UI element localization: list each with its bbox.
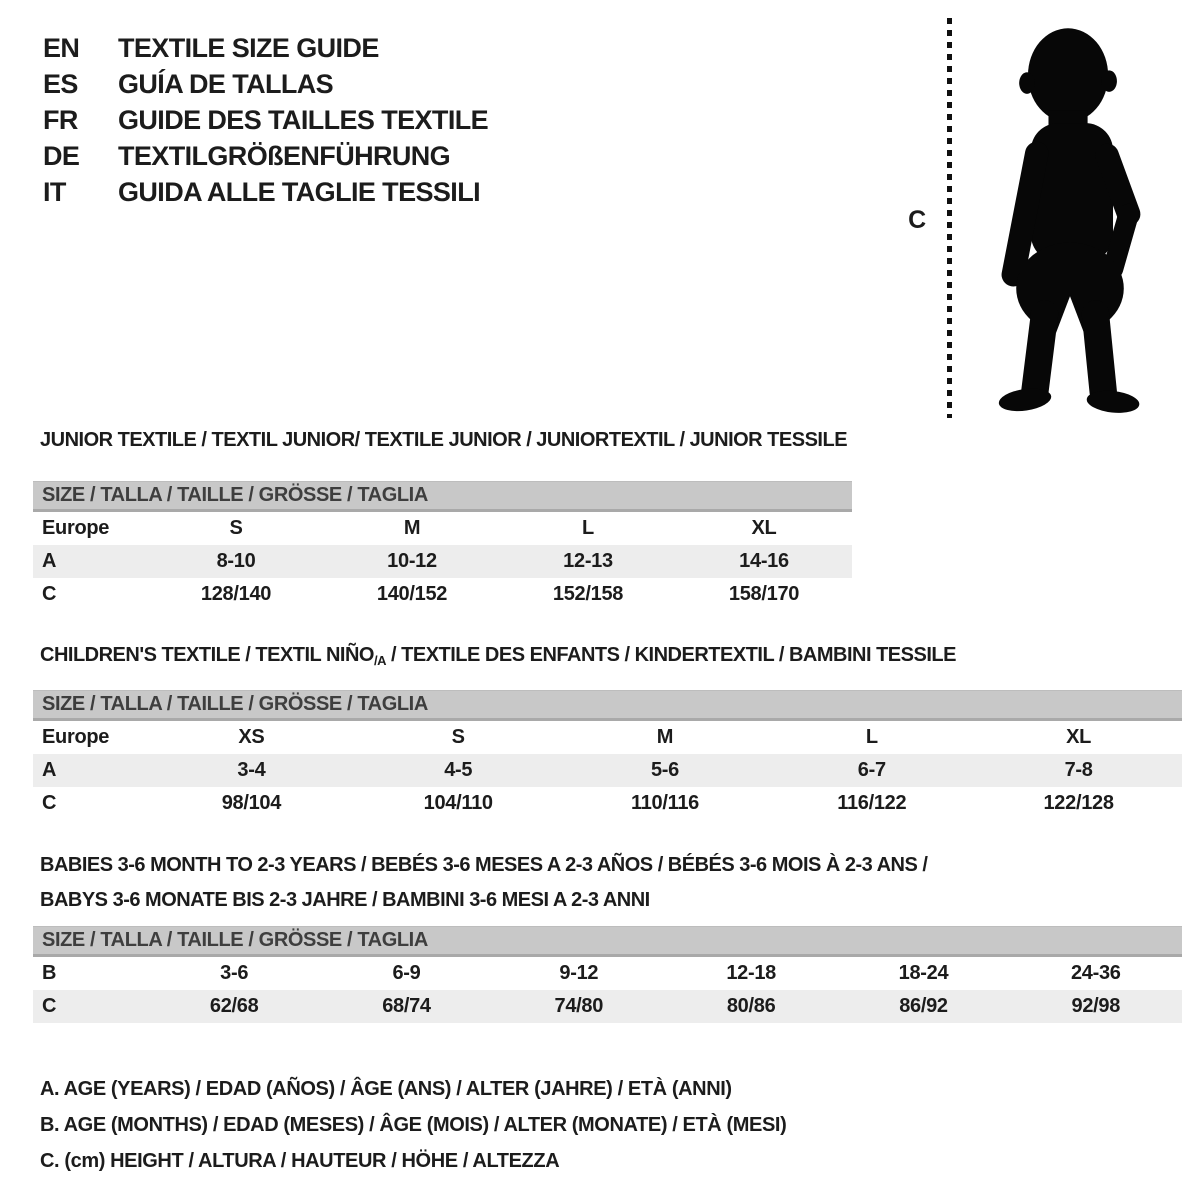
row-value: 68/74 <box>382 995 431 1017</box>
row-value: 18-24 <box>898 962 949 984</box>
row-label: Europe <box>42 726 110 748</box>
row-value: 8-10 <box>216 550 256 572</box>
row-label: A <box>42 759 57 781</box>
row-value: 140/152 <box>376 583 448 605</box>
page-title: GUÍA DE TALLAS <box>118 69 334 99</box>
language-code: EN <box>43 33 80 63</box>
language-title-row <box>43 66 488 102</box>
row-value: S <box>229 517 243 539</box>
children-section-heading <box>40 644 956 668</box>
table-row <box>33 721 1182 754</box>
row-value: 10-12 <box>387 550 437 572</box>
row-label: A <box>42 550 57 572</box>
language-code: IT <box>43 177 66 207</box>
row-value: 80/86 <box>726 995 776 1017</box>
row-label: B <box>42 962 57 984</box>
row-value: 122/128 <box>1043 792 1114 814</box>
children-heading-pre: CHILDREN'S TEXTILE / TEXTIL NIÑO <box>40 644 374 666</box>
row-value: 74/80 <box>554 995 604 1017</box>
row-value: 12-13 <box>563 550 613 572</box>
row-label: C <box>42 792 57 814</box>
table-rows <box>33 721 1182 820</box>
children-size-table <box>33 690 1182 820</box>
junior-size-table <box>33 481 852 611</box>
table-row <box>33 990 1182 1023</box>
row-value: M <box>403 517 421 539</box>
table-row <box>33 754 1182 787</box>
legend-line-b: B. AGE (MONTHS) / EDAD (MESES) / ÂGE (MOIS) / ALTER (MONATE) / ETÀ (MESI) <box>40 1114 787 1136</box>
table-row <box>33 787 1182 820</box>
babies-size-table <box>33 926 1182 1023</box>
page-title: TEXTILGRÖßENFÜHRUNG <box>118 141 451 171</box>
table-row <box>33 957 1182 990</box>
row-value: 98/104 <box>221 792 282 814</box>
row-label: Europe <box>42 517 110 539</box>
row-value: 128/140 <box>200 583 272 605</box>
row-value: 9-12 <box>559 962 599 984</box>
row-label: C <box>42 583 57 605</box>
row-value: 116/122 <box>837 792 907 814</box>
row-value: 152/158 <box>552 583 624 605</box>
table-header-bar: SIZE / TALLA / TAILLE / GRÖSSE / TAGLIA <box>33 690 1182 721</box>
row-value: 104/110 <box>423 792 493 814</box>
language-code: DE <box>43 141 80 171</box>
toddler-silhouette-icon <box>982 16 1158 420</box>
language-title-row <box>43 138 488 174</box>
row-value: 14-16 <box>739 550 789 572</box>
language-title-row <box>43 174 488 210</box>
row-value: 62/68 <box>209 995 259 1017</box>
language-title-row <box>43 102 488 138</box>
row-value: 158/170 <box>728 583 800 605</box>
row-value: 24-36 <box>1070 962 1121 984</box>
table-row <box>33 512 852 545</box>
row-label: C <box>42 995 57 1017</box>
row-value: 3-4 <box>237 759 266 781</box>
page-title: TEXTILE SIZE GUIDE <box>118 33 379 63</box>
row-value: S <box>451 726 465 748</box>
children-heading-post: / TEXTILE DES ENFANTS / KINDERTEXTIL / BAMBINI TESSILE <box>385 644 956 666</box>
junior-section-heading: JUNIOR TEXTILE / TEXTIL JUNIOR/ TEXTILE JUNIOR / JUNIORTEXTIL / JUNIOR TESSILE <box>40 429 848 451</box>
height-measure-label: C <box>908 206 926 234</box>
row-value: 7-8 <box>1064 759 1093 781</box>
row-value: 4-5 <box>444 759 473 781</box>
language-code: FR <box>43 105 78 135</box>
children-heading-sub: /A <box>373 653 386 668</box>
babies-section-heading <box>40 848 927 918</box>
language-title-list <box>43 30 488 210</box>
page-title: GUIDA ALLE TAGLIE TESSILI <box>118 177 480 207</box>
row-value: 86/92 <box>899 995 948 1017</box>
legend-line-c: C. (cm) HEIGHT / ALTURA / HAUTEUR / HÖHE / ALTEZZA <box>40 1150 560 1172</box>
height-measure-dashed-line <box>947 18 952 418</box>
measurement-legend <box>40 1071 786 1179</box>
table-row <box>33 545 852 578</box>
table-row <box>33 578 852 611</box>
row-value: 6-9 <box>392 962 421 984</box>
babies-heading-line-2: BABYS 3-6 MONATE BIS 2-3 JAHRE / BAMBINI 3-6 MESI A 2-3 ANNI <box>40 889 650 911</box>
row-value: L <box>865 726 878 748</box>
legend-line-a: A. AGE (YEARS) / EDAD (AÑOS) / ÂGE (ANS) / ALTER (JAHRE) / ETÀ (ANNI) <box>40 1078 732 1100</box>
row-value: L <box>582 517 594 539</box>
row-value: XL <box>751 517 777 539</box>
row-value: 92/98 <box>1071 995 1121 1017</box>
language-title-row <box>43 30 488 66</box>
row-value: 6-7 <box>857 759 886 781</box>
table-header-bar: SIZE / TALLA / TAILLE / GRÖSSE / TAGLIA <box>33 926 1182 957</box>
table-rows <box>33 957 1182 1023</box>
language-code: ES <box>43 69 78 99</box>
row-value: 3-6 <box>220 962 249 984</box>
page-title: GUIDE DES TAILLES TEXTILE <box>118 105 489 135</box>
table-rows <box>33 512 852 611</box>
row-value: XL <box>1066 726 1092 748</box>
row-value: M <box>656 726 674 748</box>
row-value: 5-6 <box>650 759 679 781</box>
babies-heading-line-1: BABIES 3-6 MONTH TO 2-3 YEARS / BEBÉS 3-6 MESES A 2-3 AÑOS / BÉBÉS 3-6 MOIS À 2-3 ANS / <box>40 854 928 876</box>
row-value: 110/116 <box>630 792 699 814</box>
row-value: 12-18 <box>726 962 776 984</box>
table-header-bar: SIZE / TALLA / TAILLE / GRÖSSE / TAGLIA <box>33 481 852 512</box>
row-value: XS <box>238 726 265 748</box>
